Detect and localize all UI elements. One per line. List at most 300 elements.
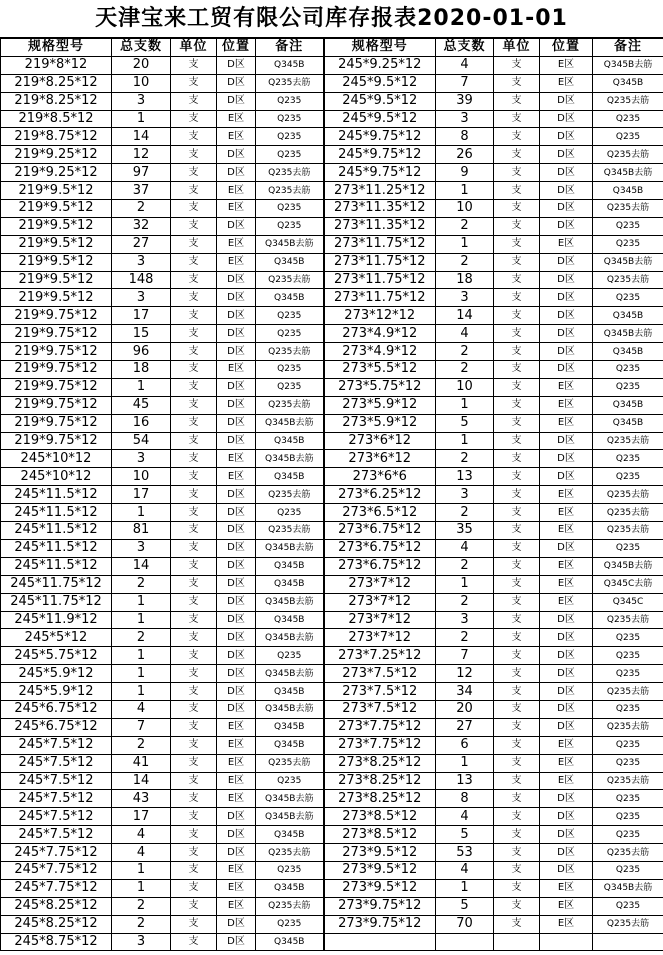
left-qty-cell: 1 bbox=[112, 665, 171, 683]
left-qty-cell: 97 bbox=[112, 164, 171, 182]
left-unit-cell: 支 bbox=[171, 289, 217, 307]
left-unit-cell: 支 bbox=[171, 414, 217, 432]
left-qty-cell: 12 bbox=[112, 146, 171, 164]
left-spec-cell: 219*9.5*12 bbox=[1, 235, 112, 253]
left-unit-cell: 支 bbox=[171, 700, 217, 718]
right-unit-cell: 支 bbox=[494, 897, 540, 915]
left-unit-cell: 支 bbox=[171, 128, 217, 146]
table-row bbox=[1, 826, 663, 844]
right-unit-cell: 支 bbox=[494, 414, 540, 432]
right-location-cell: E区 bbox=[540, 486, 593, 504]
left-spec-cell: 245*11.5*12 bbox=[1, 486, 112, 504]
right-spec-cell: 273*11.35*12 bbox=[324, 200, 436, 218]
right-location-cell: D区 bbox=[540, 343, 593, 361]
right-spec-cell: 273*7*12 bbox=[324, 629, 436, 647]
right-spec-cell: 273*6.5*12 bbox=[324, 504, 436, 522]
right-unit-cell: 支 bbox=[494, 611, 540, 629]
left-note-cell: Q345B去筋 bbox=[256, 539, 324, 557]
right-note-cell: Q235 bbox=[593, 754, 663, 772]
left-qty-cell: 54 bbox=[112, 432, 171, 450]
right-location-cell: D区 bbox=[540, 468, 593, 486]
left-spec-cell: 219*9.5*12 bbox=[1, 182, 112, 200]
right-unit-cell: 支 bbox=[494, 861, 540, 879]
right-note-cell: Q345B去筋 bbox=[593, 164, 663, 182]
table-row bbox=[1, 307, 663, 325]
left-spec-cell: 219*9.25*12 bbox=[1, 164, 112, 182]
left-spec-cell: 219*9.75*12 bbox=[1, 343, 112, 361]
right-unit-cell: 支 bbox=[494, 665, 540, 683]
right-location-cell: E区 bbox=[540, 754, 593, 772]
left-spec-cell: 245*8.25*12 bbox=[1, 915, 112, 933]
right-location-cell: E区 bbox=[540, 772, 593, 790]
right-location-cell: D区 bbox=[540, 271, 593, 289]
left-location-cell: D区 bbox=[217, 164, 256, 182]
left-spec-cell: 219*9.75*12 bbox=[1, 414, 112, 432]
left-location-cell: D区 bbox=[217, 74, 256, 92]
left-spec-cell: 245*10*12 bbox=[1, 450, 112, 468]
right-note-cell: Q345B bbox=[593, 74, 663, 92]
left-note-cell: Q235 bbox=[256, 128, 324, 146]
right-qty-cell: 2 bbox=[436, 361, 494, 379]
left-spec-cell: 219*9.25*12 bbox=[1, 146, 112, 164]
right-unit-cell: 支 bbox=[494, 200, 540, 218]
right-spec-cell: 273*9.5*12 bbox=[324, 844, 436, 862]
right-unit-cell: 支 bbox=[494, 879, 540, 897]
left-spec-cell: 219*9.75*12 bbox=[1, 432, 112, 450]
right-spec-cell bbox=[324, 933, 436, 951]
right-spec-cell: 273*8.5*12 bbox=[324, 808, 436, 826]
left-location-cell: D区 bbox=[217, 826, 256, 844]
left-unit-cell: 支 bbox=[171, 182, 217, 200]
left-qty-cell: 32 bbox=[112, 217, 171, 235]
left-location-cell: E区 bbox=[217, 200, 256, 218]
left-location-cell: E区 bbox=[217, 879, 256, 897]
right-unit-cell: 支 bbox=[494, 396, 540, 414]
right-qty-cell: 5 bbox=[436, 414, 494, 432]
left-note-cell: Q235去筋 bbox=[256, 897, 324, 915]
right-spec-cell: 273*12*12 bbox=[324, 307, 436, 325]
left-qty-cell: 3 bbox=[112, 539, 171, 557]
left-location-cell: D区 bbox=[217, 647, 256, 665]
right-unit-cell: 支 bbox=[494, 307, 540, 325]
right-note-cell: Q235 bbox=[593, 450, 663, 468]
left-unit-cell: 支 bbox=[171, 665, 217, 683]
left-qty-cell: 14 bbox=[112, 772, 171, 790]
right-location-cell: D区 bbox=[540, 844, 593, 862]
right-unit-cell: 支 bbox=[494, 164, 540, 182]
left-location-cell: D区 bbox=[217, 915, 256, 933]
left-note-cell: Q345B去筋 bbox=[256, 593, 324, 611]
right-unit-cell: 支 bbox=[494, 557, 540, 575]
left-location-cell: D区 bbox=[217, 289, 256, 307]
right-unit-cell: 支 bbox=[494, 790, 540, 808]
right-spec-cell: 273*7.5*12 bbox=[324, 700, 436, 718]
left-note-cell: Q235 bbox=[256, 361, 324, 379]
table-row bbox=[1, 74, 663, 92]
right-unit-cell bbox=[494, 933, 540, 951]
inventory-table bbox=[0, 38, 663, 951]
right-unit-cell: 支 bbox=[494, 736, 540, 754]
left-spec-cell: 245*7.5*12 bbox=[1, 736, 112, 754]
left-spec-cell: 219*9.5*12 bbox=[1, 217, 112, 235]
right-unit-cell: 支 bbox=[494, 844, 540, 862]
left-unit-cell: 支 bbox=[171, 378, 217, 396]
left-location-cell: E区 bbox=[217, 110, 256, 128]
right-unit-cell: 支 bbox=[494, 56, 540, 74]
right-qty-cell: 8 bbox=[436, 790, 494, 808]
left-spec-cell: 219*8*12 bbox=[1, 56, 112, 74]
left-unit-cell: 支 bbox=[171, 200, 217, 218]
right-qty-cell: 2 bbox=[436, 557, 494, 575]
table-row bbox=[1, 736, 663, 754]
left-qty-cell: 14 bbox=[112, 557, 171, 575]
left-note-cell: Q235 bbox=[256, 110, 324, 128]
right-location-cell: D区 bbox=[540, 307, 593, 325]
left-qty-cell: 41 bbox=[112, 754, 171, 772]
table-row bbox=[1, 289, 663, 307]
right-location-cell: E区 bbox=[540, 575, 593, 593]
left-qty-cell: 4 bbox=[112, 844, 171, 862]
table-row bbox=[1, 611, 663, 629]
left-unit-cell: 支 bbox=[171, 468, 217, 486]
right-spec-cell: 273*6.75*12 bbox=[324, 557, 436, 575]
right-spec-cell: 273*7.25*12 bbox=[324, 647, 436, 665]
right-unit-cell: 支 bbox=[494, 754, 540, 772]
left-spec-cell: 219*9.75*12 bbox=[1, 378, 112, 396]
right-location-cell: D区 bbox=[540, 611, 593, 629]
right-unit-cell: 支 bbox=[494, 647, 540, 665]
left-note-cell: Q345B bbox=[256, 683, 324, 701]
right-spec-cell: 273*11.25*12 bbox=[324, 182, 436, 200]
left-spec-cell: 219*9.5*12 bbox=[1, 289, 112, 307]
left-note-cell: Q235 bbox=[256, 378, 324, 396]
left-spec-cell: 219*8.5*12 bbox=[1, 110, 112, 128]
left-note-cell: Q235 bbox=[256, 504, 324, 522]
right-qty-cell: 2 bbox=[436, 343, 494, 361]
right-spec-cell: 273*11.75*12 bbox=[324, 289, 436, 307]
table-row bbox=[1, 772, 663, 790]
right-note-cell: Q345B去筋 bbox=[593, 557, 663, 575]
left-unit-cell: 支 bbox=[171, 504, 217, 522]
left-unit-cell: 支 bbox=[171, 74, 217, 92]
right-spec-cell: 273*6.75*12 bbox=[324, 522, 436, 540]
right-spec-cell: 273*9.5*12 bbox=[324, 879, 436, 897]
left-qty-cell: 3 bbox=[112, 933, 171, 951]
left-spec-cell: 219*9.5*12 bbox=[1, 200, 112, 218]
right-unit-cell: 支 bbox=[494, 432, 540, 450]
left-spec-cell: 245*11.9*12 bbox=[1, 611, 112, 629]
table-row bbox=[1, 182, 663, 200]
right-unit-cell: 支 bbox=[494, 343, 540, 361]
right-note-cell: Q235 bbox=[593, 217, 663, 235]
right-qty-cell: 10 bbox=[436, 200, 494, 218]
left-spec-cell: 245*7.5*12 bbox=[1, 808, 112, 826]
right-location-cell: E区 bbox=[540, 897, 593, 915]
right-location-cell: D区 bbox=[540, 200, 593, 218]
left-note-cell: Q345B bbox=[256, 826, 324, 844]
right-spec-cell: 273*7*12 bbox=[324, 593, 436, 611]
left-unit-cell: 支 bbox=[171, 325, 217, 343]
left-qty-cell: 20 bbox=[112, 56, 171, 74]
right-note-cell: Q235去筋 bbox=[593, 611, 663, 629]
table-row bbox=[1, 575, 663, 593]
right-spec-cell: 245*9.5*12 bbox=[324, 74, 436, 92]
right-location-cell: E区 bbox=[540, 915, 593, 933]
right-spec-cell: 273*11.75*12 bbox=[324, 235, 436, 253]
right-qty-cell: 5 bbox=[436, 897, 494, 915]
table-row bbox=[1, 200, 663, 218]
right-location-cell: D区 bbox=[540, 253, 593, 271]
right-note-cell: Q345B bbox=[593, 414, 663, 432]
left-spec-cell: 245*5.9*12 bbox=[1, 683, 112, 701]
left-note-cell: Q235 bbox=[256, 146, 324, 164]
right-location-cell: E区 bbox=[540, 593, 593, 611]
right-location-cell: E区 bbox=[540, 504, 593, 522]
left-spec-cell: 245*11.5*12 bbox=[1, 539, 112, 557]
right-spec-cell: 273*4.9*12 bbox=[324, 325, 436, 343]
left-qty-cell: 1 bbox=[112, 110, 171, 128]
right-qty-cell: 53 bbox=[436, 844, 494, 862]
left-qty-cell: 18 bbox=[112, 361, 171, 379]
left-qty-cell: 81 bbox=[112, 522, 171, 540]
right-location-cell: D区 bbox=[540, 217, 593, 235]
right-spec-cell: 273*6*6 bbox=[324, 468, 436, 486]
right-qty-cell: 1 bbox=[436, 575, 494, 593]
left-qty-cell: 37 bbox=[112, 182, 171, 200]
right-location-cell: D区 bbox=[540, 146, 593, 164]
right-unit-cell: 支 bbox=[494, 826, 540, 844]
left-unit-cell: 支 bbox=[171, 235, 217, 253]
right-qty-cell: 7 bbox=[436, 74, 494, 92]
left-location-cell: D区 bbox=[217, 611, 256, 629]
left-location-cell: E区 bbox=[217, 361, 256, 379]
right-location-cell: D区 bbox=[540, 128, 593, 146]
left-unit-cell: 支 bbox=[171, 790, 217, 808]
right-location-cell: E区 bbox=[540, 56, 593, 74]
table-row bbox=[1, 343, 663, 361]
right-location-cell: D区 bbox=[540, 450, 593, 468]
right-location-cell: D区 bbox=[540, 182, 593, 200]
right-location-cell: E区 bbox=[540, 378, 593, 396]
left-spec-cell: 245*5.9*12 bbox=[1, 665, 112, 683]
left-note-cell: Q345B bbox=[256, 432, 324, 450]
right-location-cell: E区 bbox=[540, 522, 593, 540]
left-spec-cell: 245*7.75*12 bbox=[1, 879, 112, 897]
left-qty-cell: 17 bbox=[112, 808, 171, 826]
left-spec-cell: 245*7.5*12 bbox=[1, 754, 112, 772]
right-note-cell: Q235 bbox=[593, 235, 663, 253]
left-unit-cell: 支 bbox=[171, 754, 217, 772]
right-qty-cell: 2 bbox=[436, 629, 494, 647]
table-row bbox=[1, 92, 663, 110]
left-spec-cell: 245*6.75*12 bbox=[1, 700, 112, 718]
right-unit-cell: 支 bbox=[494, 271, 540, 289]
left-spec-cell: 245*11.75*12 bbox=[1, 593, 112, 611]
right-qty-cell: 2 bbox=[436, 593, 494, 611]
left-note-cell: Q235 bbox=[256, 200, 324, 218]
right-spec-cell: 273*7.75*12 bbox=[324, 718, 436, 736]
table-row bbox=[1, 164, 663, 182]
right-qty-cell: 4 bbox=[436, 325, 494, 343]
left-note-cell: Q235去筋 bbox=[256, 486, 324, 504]
left-note-cell: Q345B bbox=[256, 736, 324, 754]
left-note-cell: Q235 bbox=[256, 772, 324, 790]
left-note-cell: Q345B bbox=[256, 557, 324, 575]
right-spec-cell: 245*9.5*12 bbox=[324, 110, 436, 128]
left-spec-cell: 245*10*12 bbox=[1, 468, 112, 486]
right-note-cell: Q235去筋 bbox=[593, 915, 663, 933]
right-unit-cell: 支 bbox=[494, 289, 540, 307]
table-row bbox=[1, 629, 663, 647]
right-spec-cell: 273*11.35*12 bbox=[324, 217, 436, 235]
right-qty-cell: 1 bbox=[436, 182, 494, 200]
right-qty-cell: 4 bbox=[436, 808, 494, 826]
right-unit-cell: 支 bbox=[494, 772, 540, 790]
right-spec-cell: 273*6*12 bbox=[324, 432, 436, 450]
left-qty-cell: 15 bbox=[112, 325, 171, 343]
left-note-cell: Q345B去筋 bbox=[256, 790, 324, 808]
right-location-cell: E区 bbox=[540, 879, 593, 897]
right-unit-cell: 支 bbox=[494, 700, 540, 718]
right-unit-cell: 支 bbox=[494, 146, 540, 164]
right-note-cell: Q345B去筋 bbox=[593, 879, 663, 897]
left-location-cell: E区 bbox=[217, 718, 256, 736]
right-spec-cell: 273*5.75*12 bbox=[324, 378, 436, 396]
right-location-cell: E区 bbox=[540, 235, 593, 253]
left-unit-cell: 支 bbox=[171, 629, 217, 647]
left-unit-cell: 支 bbox=[171, 808, 217, 826]
left-unit-cell: 支 bbox=[171, 432, 217, 450]
right-note-cell: Q235 bbox=[593, 629, 663, 647]
right-spec-cell: 273*5.9*12 bbox=[324, 414, 436, 432]
left-note-cell: Q235 bbox=[256, 647, 324, 665]
left-location-cell: D区 bbox=[217, 844, 256, 862]
right-unit-cell: 支 bbox=[494, 110, 540, 128]
right-note-cell: Q235去筋 bbox=[593, 718, 663, 736]
table-row bbox=[1, 879, 663, 897]
left-spec-cell: 219*8.25*12 bbox=[1, 92, 112, 110]
right-unit-cell: 支 bbox=[494, 683, 540, 701]
right-location-cell: D区 bbox=[540, 629, 593, 647]
header-spec: 规格型号 bbox=[1, 39, 112, 57]
left-location-cell: D区 bbox=[217, 665, 256, 683]
right-location-cell: E区 bbox=[540, 736, 593, 754]
left-qty-cell: 43 bbox=[112, 790, 171, 808]
table-row bbox=[1, 557, 663, 575]
right-qty-cell: 2 bbox=[436, 217, 494, 235]
right-unit-cell: 支 bbox=[494, 182, 540, 200]
right-location-cell: D区 bbox=[540, 539, 593, 557]
right-unit-cell: 支 bbox=[494, 217, 540, 235]
right-qty-cell: 10 bbox=[436, 378, 494, 396]
left-spec-cell: 245*8.75*12 bbox=[1, 933, 112, 951]
table-row bbox=[1, 593, 663, 611]
left-location-cell: D区 bbox=[217, 307, 256, 325]
left-note-cell: Q235去筋 bbox=[256, 754, 324, 772]
right-note-cell bbox=[593, 933, 663, 951]
right-qty-cell: 2 bbox=[436, 504, 494, 522]
right-note-cell: Q345B bbox=[593, 343, 663, 361]
left-unit-cell: 支 bbox=[171, 683, 217, 701]
left-note-cell: Q235 bbox=[256, 92, 324, 110]
right-spec-cell: 273*7.5*12 bbox=[324, 665, 436, 683]
left-spec-cell: 245*7.5*12 bbox=[1, 790, 112, 808]
right-note-cell: Q235去筋 bbox=[593, 844, 663, 862]
left-unit-cell: 支 bbox=[171, 611, 217, 629]
left-qty-cell: 10 bbox=[112, 468, 171, 486]
right-location-cell: D区 bbox=[540, 790, 593, 808]
table-row bbox=[1, 128, 663, 146]
right-location-cell: E区 bbox=[540, 414, 593, 432]
right-spec-cell: 245*9.5*12 bbox=[324, 92, 436, 110]
right-qty-cell: 1 bbox=[436, 432, 494, 450]
right-qty-cell: 9 bbox=[436, 164, 494, 182]
right-location-cell: D区 bbox=[540, 164, 593, 182]
right-location-cell: D区 bbox=[540, 861, 593, 879]
right-location-cell: D区 bbox=[540, 683, 593, 701]
header-location: 位置 bbox=[540, 39, 593, 57]
table-row bbox=[1, 790, 663, 808]
table-row bbox=[1, 700, 663, 718]
table-row bbox=[1, 522, 663, 540]
right-note-cell: Q235去筋 bbox=[593, 522, 663, 540]
table-row bbox=[1, 271, 663, 289]
left-note-cell: Q235去筋 bbox=[256, 343, 324, 361]
right-location-cell: D区 bbox=[540, 361, 593, 379]
right-note-cell: Q235 bbox=[593, 790, 663, 808]
left-spec-cell: 245*11.5*12 bbox=[1, 504, 112, 522]
right-unit-cell: 支 bbox=[494, 539, 540, 557]
left-spec-cell: 245*8.25*12 bbox=[1, 897, 112, 915]
right-note-cell: Q235 bbox=[593, 468, 663, 486]
left-qty-cell: 4 bbox=[112, 826, 171, 844]
right-qty-cell: 34 bbox=[436, 683, 494, 701]
left-location-cell: D区 bbox=[217, 414, 256, 432]
right-spec-cell: 245*9.75*12 bbox=[324, 164, 436, 182]
table-row bbox=[1, 933, 663, 951]
left-location-cell: D区 bbox=[217, 557, 256, 575]
left-qty-cell: 2 bbox=[112, 200, 171, 218]
left-qty-cell: 2 bbox=[112, 897, 171, 915]
table-row bbox=[1, 504, 663, 522]
left-note-cell: Q345B bbox=[256, 468, 324, 486]
right-note-cell: Q235 bbox=[593, 361, 663, 379]
left-spec-cell: 245*6.75*12 bbox=[1, 718, 112, 736]
right-spec-cell: 273*9.75*12 bbox=[324, 915, 436, 933]
left-location-cell: D区 bbox=[217, 92, 256, 110]
left-spec-cell: 219*9.75*12 bbox=[1, 361, 112, 379]
right-qty-cell: 4 bbox=[436, 56, 494, 74]
left-location-cell: D区 bbox=[217, 808, 256, 826]
left-note-cell: Q345B bbox=[256, 253, 324, 271]
right-note-cell: Q345C去筋 bbox=[593, 575, 663, 593]
left-unit-cell: 支 bbox=[171, 539, 217, 557]
left-location-cell: E区 bbox=[217, 754, 256, 772]
right-qty-cell: 4 bbox=[436, 539, 494, 557]
left-unit-cell: 支 bbox=[171, 826, 217, 844]
right-unit-cell: 支 bbox=[494, 593, 540, 611]
left-note-cell: Q345B去筋 bbox=[256, 414, 324, 432]
table-row bbox=[1, 897, 663, 915]
left-qty-cell: 96 bbox=[112, 343, 171, 361]
left-note-cell: Q345B bbox=[256, 879, 324, 897]
left-qty-cell: 1 bbox=[112, 593, 171, 611]
right-note-cell: Q235 bbox=[593, 110, 663, 128]
right-spec-cell: 273*11.75*12 bbox=[324, 271, 436, 289]
right-qty-cell: 3 bbox=[436, 289, 494, 307]
left-unit-cell: 支 bbox=[171, 736, 217, 754]
right-spec-cell: 273*6.25*12 bbox=[324, 486, 436, 504]
